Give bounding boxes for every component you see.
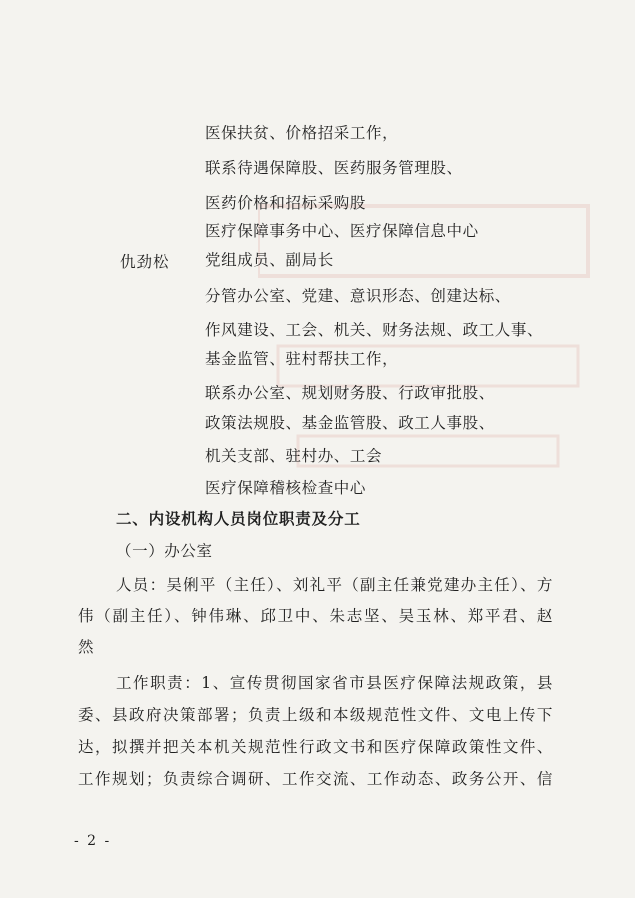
duties-line-3: 达，拟撰并把关本机关规范性行政文书和医疗保障政策性文件、 [78, 738, 553, 756]
section-heading: 二、内设机构人员岗位职责及分工 [116, 509, 361, 528]
leader-line-6: 政策法规股、基金监管股、政工人事股、 [205, 414, 495, 432]
personnel-line-1: 人员：吴俐平（主任）、刘礼平（副主任兼党建办主任）、方 [116, 576, 553, 594]
duties-line-4: 工作规划；负责综合调研、工作交流、工作动态、政务公开、信 [78, 770, 553, 788]
continued-line-3: 医药价格和招标采购股 [205, 194, 367, 212]
duties-line-2: 委、县政府决策部署；负责上级和本级规范性文件、文电上传下 [78, 706, 553, 724]
section-subheading: （一）办公室 [116, 542, 213, 560]
continued-line-4: 医疗保障事务中心、医疗保障信息中心 [205, 222, 479, 240]
personnel-line-2: 伟（副主任）、钟伟琳、邱卫中、朱志坚、吴玉林、郑平君、赵 [78, 607, 553, 625]
personnel-line-3: 然 [78, 638, 95, 656]
leader-line-5: 联系办公室、规划财务股、行政审批股、 [205, 384, 495, 402]
leader-line-3: 作风建设、工会、机关、财务法规、政工人事、 [205, 321, 544, 339]
leader-line-2: 分管办公室、党建、意识形态、创建达标、 [205, 287, 511, 305]
leader-line-4: 基金监管、驻村帮扶工作， [205, 350, 399, 368]
page-number: - 2 - [74, 833, 112, 849]
leader-line-8: 医疗保障稽核检查中心 [205, 479, 367, 497]
leader-line-1: 党组成员、副局长 [205, 251, 334, 269]
continued-line-2: 联系待遇保障股、医药服务管理股、 [205, 159, 463, 177]
continued-line-1: 医保扶贫、价格招采工作， [205, 124, 399, 142]
leader-line-7: 机关支部、驻村办、工会 [205, 447, 383, 465]
leader-name: 仇劲松 [120, 253, 170, 271]
duties-line-1: 工作职责：1、宣传贯彻国家省市县医疗保障法规政策，县 [116, 674, 553, 692]
